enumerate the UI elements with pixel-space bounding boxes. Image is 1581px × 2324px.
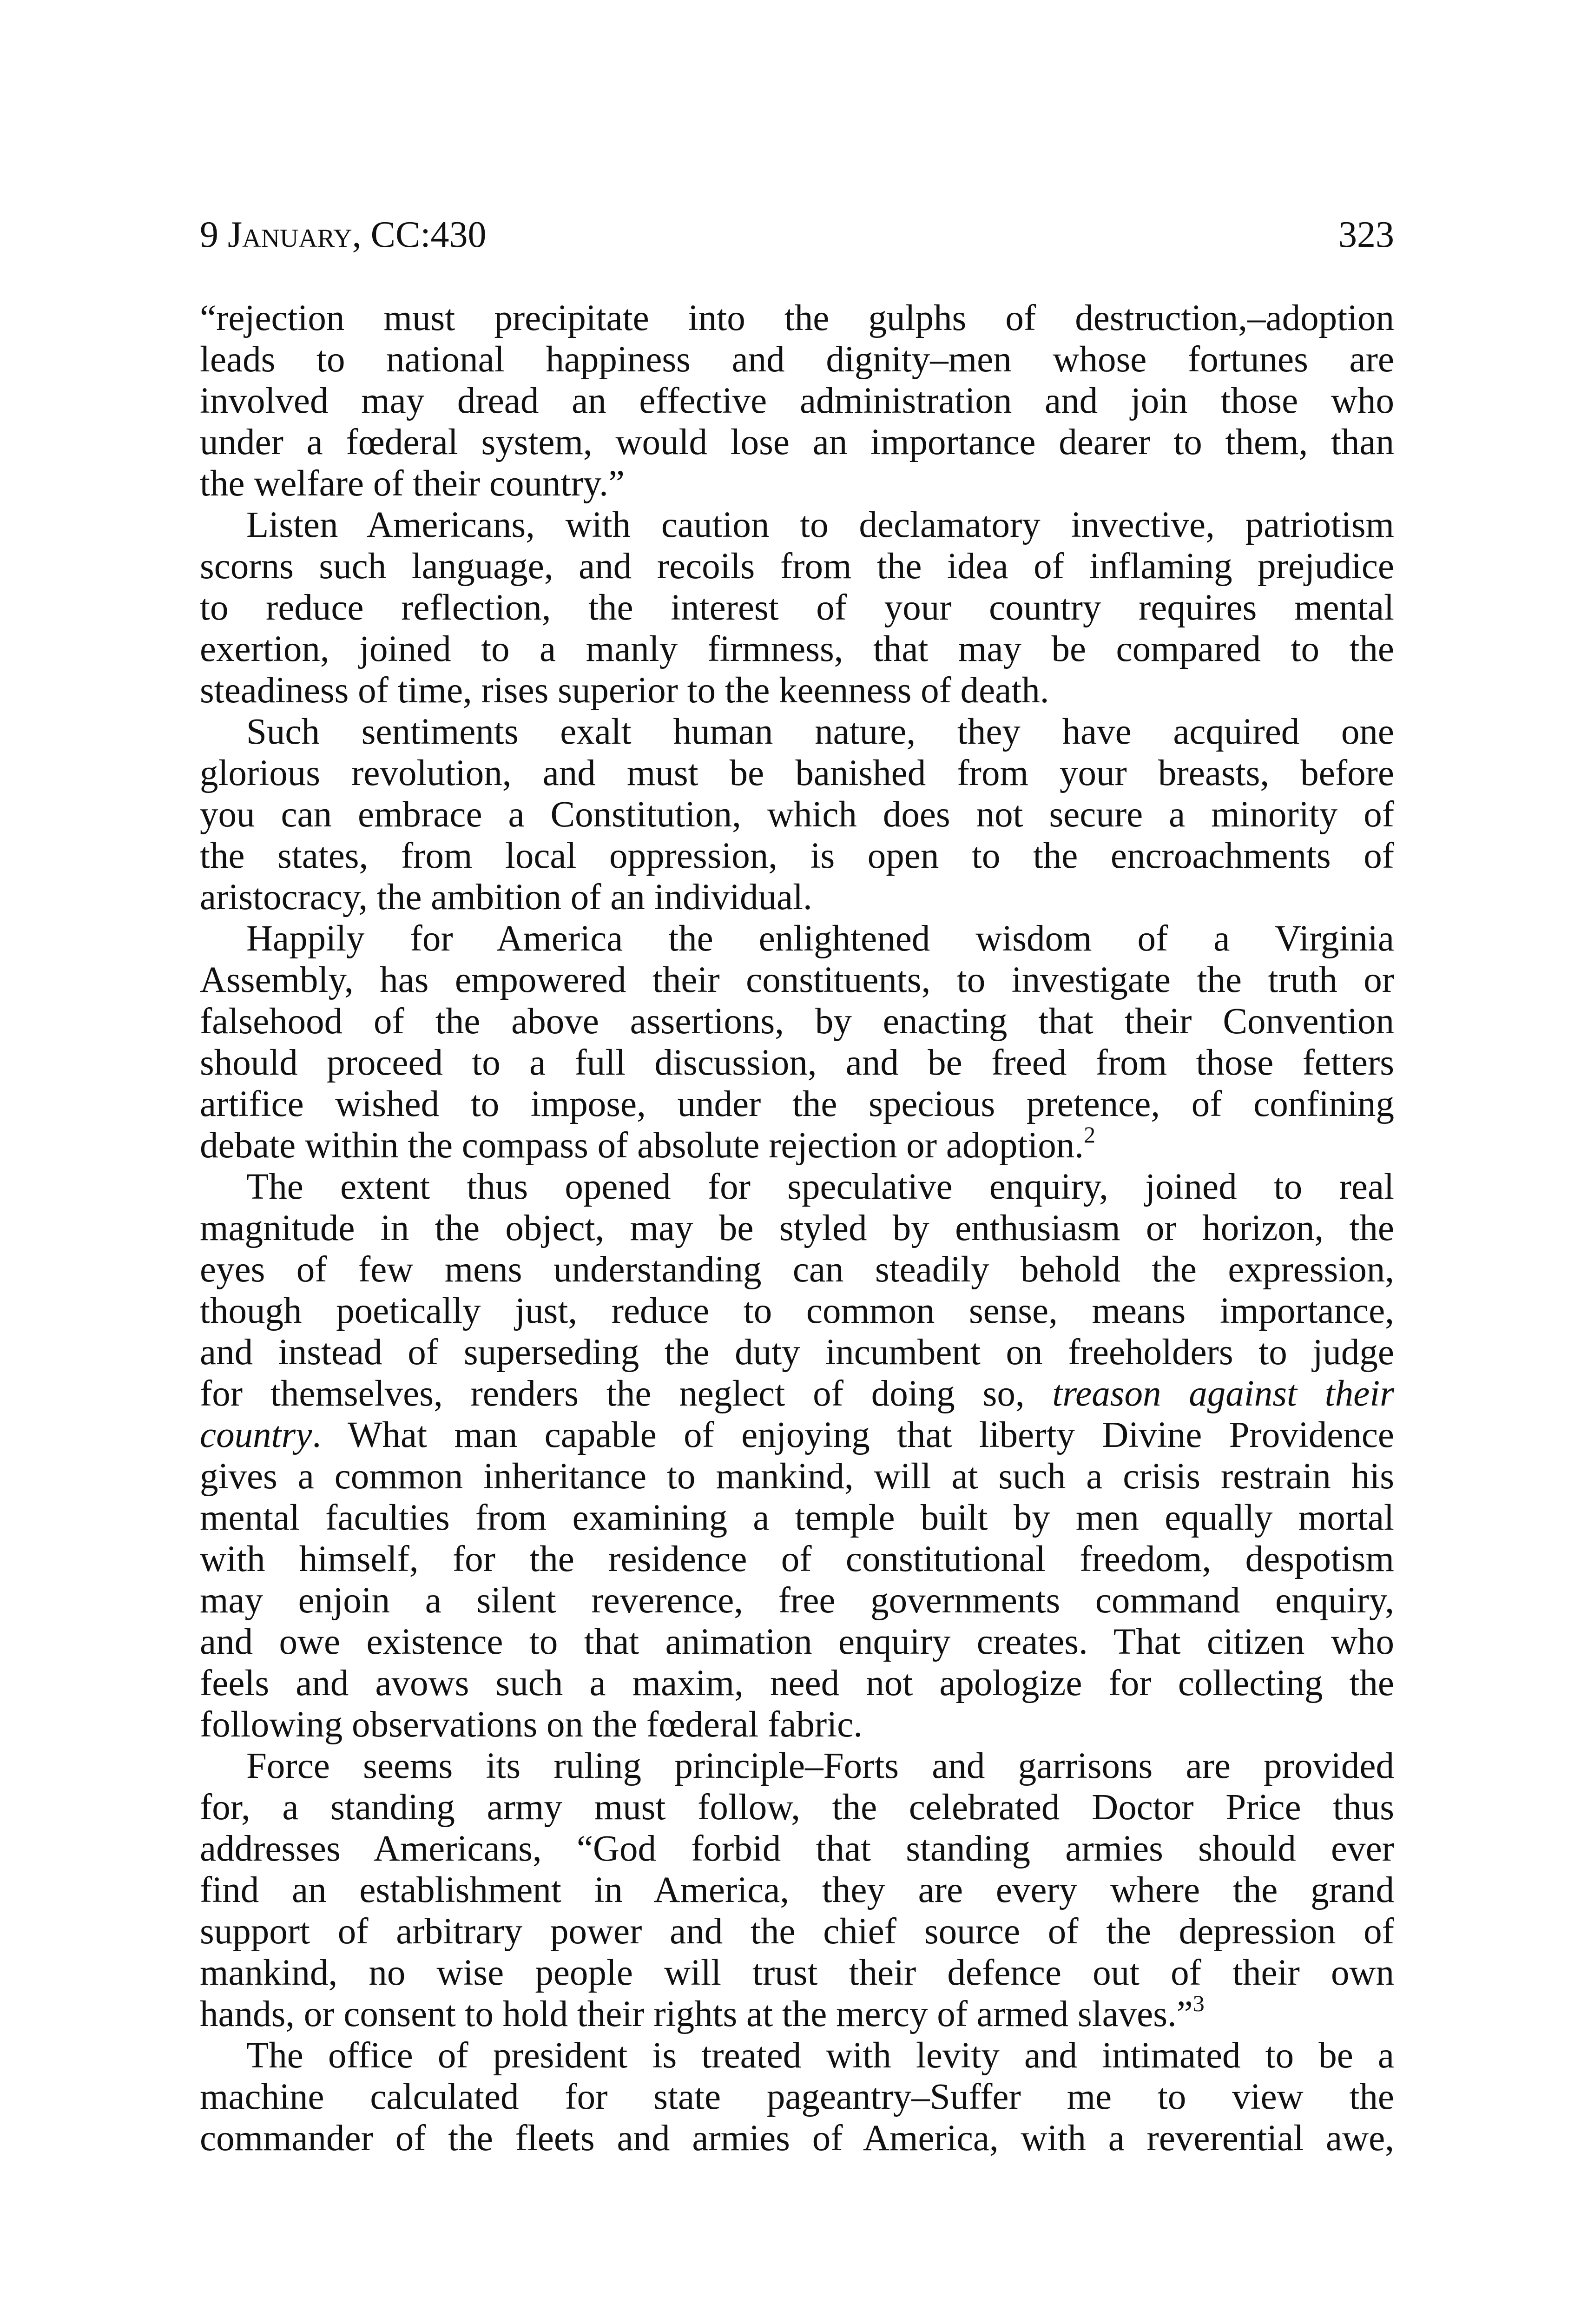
text-line: scorns such language, and recoils from the idea of inflaming prejudice	[200, 546, 1394, 587]
page-header	[200, 209, 1394, 260]
text-line: feels and avows such a maxim, need not apologize for collecting the	[200, 1663, 1394, 1703]
text-line: you can embrace a Constitution, which does not secure a minority of	[200, 794, 1394, 835]
text-line: mental faculties from examining a temple built by men equally mortal	[200, 1498, 1394, 1538]
text-line: commander of the fleets and armies of America, with a reverential awe,	[200, 2118, 1394, 2159]
text-line: under a fœderal system, would lose an importance dearer to them, than	[200, 422, 1394, 462]
text-line: involved may dread an effective administration and join those who	[200, 381, 1394, 421]
text-line: artifice wished to impose, under the specious pretence, of confining	[200, 1084, 1394, 1124]
text-line: support of arbitrary power and the chief source of the depression of	[200, 1911, 1394, 1952]
text-line: following observations on the fœderal fabric.	[200, 1704, 863, 1745]
document-body	[200, 297, 1394, 2159]
text-span: . What man capable of enjoying that liberty Divine Providence	[312, 1415, 1394, 1455]
text-line: addresses Americans, “God forbid that standing armies should ever	[200, 1829, 1394, 1869]
text-line: gives a common inheritance to mankind, will at such a crisis restrain his	[200, 1456, 1394, 1497]
text-line: to reduce reflection, the interest of your country requires mental	[200, 588, 1394, 628]
text-line: mankind, no wise people will trust their defence out of their own	[200, 1953, 1394, 1993]
text-line: with himself, for the residence of constitutional freedom, despotism	[200, 1539, 1394, 1579]
text-line: machine calculated for state pageantry–Suffer me to view the	[200, 2077, 1394, 2117]
footnote-ref: 3	[1192, 1990, 1205, 2016]
text-line: Happily for America the enlightened wisdom of a Virginia	[246, 918, 1394, 959]
text-line: and owe existence to that animation enquiry creates. That citizen who	[200, 1622, 1394, 1662]
text-line: Such sentiments exalt human nature, they have acquired one	[246, 712, 1394, 752]
italic-text: country	[200, 1415, 312, 1455]
paragraph	[200, 297, 1394, 504]
text-line	[200, 1122, 1394, 1166]
paragraph	[200, 711, 1394, 918]
text-line: Assembly, has empowered their constituents, to investigate the truth or	[200, 960, 1394, 1000]
text-line: Listen Americans, with caution to declamatory invective, patriotism	[246, 505, 1394, 545]
text-line: aristocracy, the ambition of an individual.	[200, 877, 812, 918]
text-line: may enjoin a silent reverence, free governments command enquiry,	[200, 1580, 1394, 1621]
text-line: magnitude in the object, may be styled by enthusiasm or horizon, the	[200, 1208, 1394, 1248]
text-line: the welfare of their country.”	[200, 463, 625, 504]
text-line	[200, 1990, 1394, 2035]
text-line: falsehood of the above assertions, by enacting that their Convention	[200, 1001, 1394, 1042]
text-line: Force seems its ruling principle–Forts and garrisons are provided	[246, 1746, 1394, 1786]
text-line: for, a standing army must follow, the celebrated Doctor Price thus	[200, 1787, 1394, 1828]
paragraph	[200, 1745, 1394, 2035]
paragraph	[200, 918, 1394, 1166]
text-line: exertion, joined to a manly firmness, that may be compared to the	[200, 629, 1394, 669]
running-head-month: January	[228, 214, 352, 255]
text-line	[200, 1373, 1394, 1414]
text-line	[200, 1414, 1394, 1456]
text-line: find an establishment in America, they are every where the grand	[200, 1870, 1394, 1910]
paragraph	[200, 504, 1394, 711]
text-span: hands, or consent to hold their rights at the mercy of armed slaves.”	[200, 1994, 1193, 2034]
text-line: The office of president is treated with levity and intimated to be a	[246, 2035, 1394, 2076]
text-line: the states, from local oppression, is open to the encroachments of	[200, 836, 1394, 876]
text-line: steadiness of time, rises superior to the keenness of death.	[200, 670, 1049, 711]
text-line: glorious revolution, and must be banished from your breasts, before	[200, 753, 1394, 793]
page-number: 323	[1338, 214, 1394, 255]
text-line: The extent thus opened for speculative enquiry, joined to real	[246, 1167, 1394, 1207]
paragraph	[200, 2035, 1394, 2159]
text-line: though poetically just, reduce to common sense, means importance,	[200, 1291, 1394, 1331]
running-head-day: 9	[200, 214, 228, 255]
text-span: debate within the compass of absolute rejection or adoption.	[200, 1125, 1084, 1166]
paragraph	[200, 1166, 1394, 1745]
text-line: should proceed to a full discussion, and be freed from those fetters	[200, 1043, 1394, 1083]
footnote-ref: 2	[1084, 1122, 1096, 1148]
text-line: leads to national happiness and dignity–men whose fortunes are	[200, 339, 1394, 380]
running-head	[200, 209, 487, 260]
text-span: for themselves, renders the neglect of doing so,	[200, 1373, 1053, 1414]
text-line: “rejection must precipitate into the gulphs of destruction,–adoption	[200, 298, 1394, 338]
italic-text: treason against their	[1052, 1373, 1394, 1414]
running-head-ref: , CC:430	[352, 214, 487, 255]
text-line: and instead of superseding the duty incumbent on freeholders to judge	[200, 1332, 1394, 1373]
text-line: eyes of few mens understanding can steadily behold the expression,	[200, 1249, 1394, 1290]
